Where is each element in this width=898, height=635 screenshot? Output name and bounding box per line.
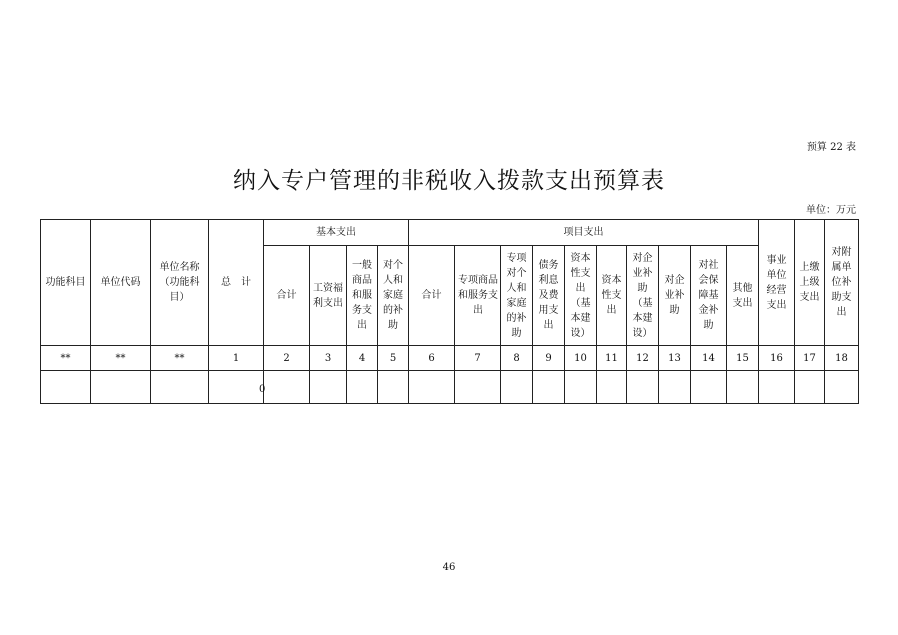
data-cell [597,371,627,404]
header-business-operation [759,220,795,346]
index-cell: 18 [825,346,859,371]
header-affiliated-text: 对附属单位补助支出 [831,247,852,318]
index-cell: 5 [378,346,409,371]
index-cell: 7 [455,346,501,371]
header-goods-services-text: 一般商品和服务支出 [352,260,372,331]
data-cell [378,371,409,404]
header-debt-interest [533,246,565,346]
header-enterprise [659,246,691,346]
header-business-operation-text: 事业单位经营支出 [766,254,787,311]
header-project: 项目支出 [409,220,759,246]
page-title: 纳入专户管理的非税收入拨款支出预算表 [233,168,665,194]
data-cell [533,371,565,404]
index-cell: 15 [727,346,759,371]
header-special-goods [455,246,501,346]
index-cell: 8 [501,346,533,371]
index-cell: ** [91,346,151,371]
header-debt-interest-text: 债务利息及费用支出 [538,260,559,331]
data-cell [691,371,727,404]
header-basic: 基本支出 [264,220,409,246]
header-capital-construction [565,246,597,346]
header-capital [597,246,627,346]
index-cell: ** [41,346,91,371]
header-unit-name [151,220,209,346]
data-cell [310,371,347,404]
header-social-security-text: 对社会保障基金补助 [698,260,719,331]
data-cell [455,371,501,404]
header-project-total: 合计 [409,246,455,346]
data-cell [727,371,759,404]
unit-label: 单位：万元 [806,205,856,216]
header-func-subject: 功能科目 [41,220,91,346]
index-cell: 1 [209,346,264,371]
header-special-personal [501,246,533,346]
index-cell: 11 [597,346,627,371]
index-cell: 6 [409,346,455,371]
header-capital-text: 资本性支出 [601,275,622,316]
header-other [727,246,759,346]
header-social-security [691,246,727,346]
data-cell [409,371,455,404]
index-cell: 2 [264,346,310,371]
header-affiliated [825,220,859,346]
index-cell: 13 [659,346,691,371]
data-cell [795,371,825,404]
data-cell [209,371,264,404]
header-unit-code: 单位代码 [91,220,151,346]
header-wages-text: 工资福利支出 [313,282,343,309]
index-cell: 17 [795,346,825,371]
index-cell: ** [151,346,209,371]
header-to-upper-text: 上缴上级支出 [799,262,820,303]
header-basic-total: 合计 [264,246,310,346]
header-wages [310,246,347,346]
index-cell: 10 [565,346,597,371]
data-cell [759,371,795,404]
header-special-goods-text: 专项商品和服务支出 [458,275,498,316]
index-cell: 3 [310,346,347,371]
data-row [41,371,859,404]
data-cell [627,371,659,404]
index-cell: 16 [759,346,795,371]
header-other-text: 其他支出 [732,282,753,309]
index-row [41,346,859,371]
header-enterprise-construction-text: 对企业补助（基本建设） [632,252,653,339]
data-cell [91,371,151,404]
header-to-upper [795,220,825,346]
data-cell [659,371,691,404]
index-cell: 9 [533,346,565,371]
header-enterprise-text: 对企业补助 [664,275,685,316]
page-number: 46 [442,562,456,573]
data-cell [565,371,597,404]
data-cell-basic-total [259,371,310,404]
data-cell [151,371,209,404]
data-cell [501,371,533,404]
data-cell [41,371,91,404]
basic-total-value: 0 [259,384,266,395]
data-cell [825,371,859,404]
header-total: 总 计 [209,220,264,346]
header-special-personal-text: 专项对个人和家庭的补助 [506,252,527,339]
header-capital-construction-text: 资本性支出（基本建设） [570,252,591,339]
index-cell: 12 [627,346,659,371]
data-cell [347,371,378,404]
budget-table [40,219,859,404]
header-personal-subsidy-text: 对个人和家庭的补助 [383,260,403,331]
header-goods-services [347,246,378,346]
header-enterprise-construction [627,246,659,346]
index-cell: 4 [347,346,378,371]
header-unit-name-text: 单位名称（功能科目） [159,262,200,303]
table-number: 预算 22 表 [806,142,856,153]
index-cell: 14 [691,346,727,371]
header-personal-subsidy [378,246,409,346]
